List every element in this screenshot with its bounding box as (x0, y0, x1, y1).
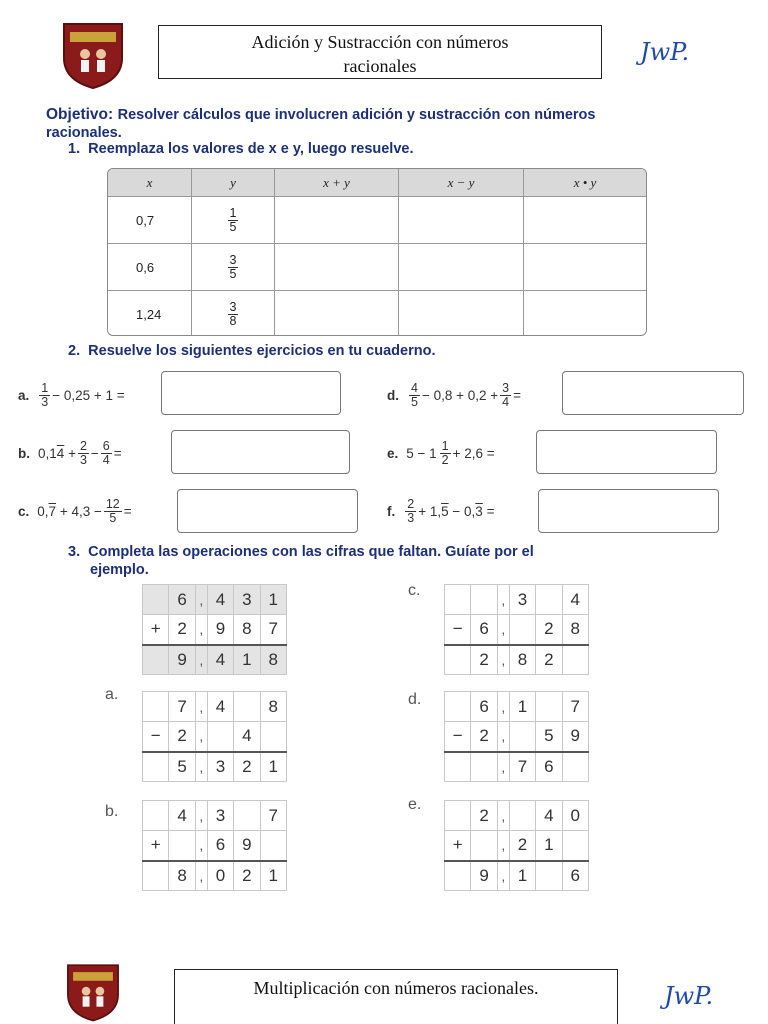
digit-cell: 8 (169, 861, 195, 891)
school-logo (56, 18, 130, 92)
digit-cell: 0 (562, 801, 588, 831)
title-line-1: Adición y Sustracción con números (251, 32, 509, 52)
grid-row (445, 615, 589, 645)
digit-cell: 8 (509, 645, 535, 675)
repeating-digit: 4 (56, 445, 65, 461)
digit-cell: 9 (562, 722, 588, 752)
answer-cell[interactable] (274, 291, 398, 336)
digit-cell: 2 (509, 831, 535, 861)
digit-cell: 7 (169, 692, 195, 722)
objective-text-2: racionales. (46, 125, 122, 141)
objective-label: Objetivo: (46, 106, 114, 123)
grid-row (445, 722, 589, 752)
school-logo (56, 960, 130, 1024)
missing-digit-cell[interactable] (562, 752, 588, 782)
answer-cell[interactable] (274, 197, 398, 243)
digit-grid (142, 584, 287, 675)
answer-box-f[interactable] (538, 489, 719, 533)
digit-grid (444, 584, 589, 675)
operator-cell: + (143, 615, 169, 645)
exercise-label: c. (18, 503, 30, 519)
answer-box-c[interactable] (177, 489, 358, 533)
numerator: 12 (105, 496, 120, 511)
missing-digit-cell[interactable] (509, 615, 535, 645)
cell-y (191, 197, 274, 243)
answer-cell[interactable] (523, 291, 646, 336)
missing-digit-cell[interactable] (471, 752, 497, 782)
exercise-f (387, 494, 494, 528)
digit-cell: 6 (562, 861, 588, 891)
item-1-instruction (68, 141, 414, 157)
cell-x: 0,7 (136, 212, 155, 228)
values-table (107, 168, 647, 336)
digit-cell: 4 (562, 585, 588, 615)
digit-cell: 7 (260, 801, 286, 831)
objective-text-1: Resolver cálculos que involucren adición y sustracción con números (117, 107, 596, 123)
answer-cell[interactable] (398, 244, 523, 290)
grid-row (143, 752, 287, 782)
item-2-number: 2. (68, 343, 81, 359)
digit-cell: 3 (509, 585, 535, 615)
operator-cell: + (143, 831, 169, 861)
equals-sign: = (123, 503, 132, 519)
missing-digit-cell[interactable] (260, 722, 286, 752)
digit-grid (142, 800, 287, 891)
objective (46, 106, 746, 142)
answer-box-a[interactable] (161, 371, 341, 415)
digit-grid (142, 691, 287, 782)
operator-cell (445, 645, 471, 675)
y-numerator: 3 (229, 252, 237, 267)
operator-cell (445, 801, 471, 831)
digit-cell: 9 (207, 615, 233, 645)
cell-y (191, 291, 274, 336)
answer-box-b[interactable] (171, 430, 350, 474)
digit-cell: 6 (207, 831, 233, 861)
grid-label-a: a. (105, 686, 119, 703)
table-header-row (108, 169, 646, 196)
cell-x: 0,6 (136, 259, 155, 275)
digit-cell: 3 (207, 801, 233, 831)
digit-cell: 7 (562, 692, 588, 722)
item-3-text-1: Completa las operaciones con las cifras que faltan. Guíate por el (88, 544, 534, 560)
denominator: 4 (502, 394, 510, 409)
operator: − (90, 445, 99, 461)
digit-cell: 2 (536, 615, 562, 645)
operation-e (444, 800, 589, 891)
answer-cell[interactable] (274, 244, 398, 290)
grid-row (445, 692, 589, 722)
teacher-signature: JwP. (640, 38, 690, 66)
digit-cell: 1 (260, 585, 286, 615)
decimal-comma: , (497, 831, 509, 861)
digit-cell: 4 (207, 585, 233, 615)
decimal-comma: , (195, 722, 207, 752)
digit-grid (444, 691, 589, 782)
digit-cell: 5 (169, 752, 195, 782)
item-2-text: Resuelve los siguientes ejercicios en tu cuaderno. (88, 343, 436, 359)
expression-part: 5 − 1 (406, 445, 437, 461)
operator-cell (143, 692, 169, 722)
expression-part: 0, (37, 503, 49, 519)
equals-sign: = (486, 503, 495, 519)
digit-cell: 7 (509, 752, 535, 782)
digit-cell: 1 (260, 752, 286, 782)
equals-sign: = (513, 387, 521, 403)
operator-cell: − (143, 722, 169, 752)
grid-row (143, 645, 287, 675)
digit-cell: 6 (471, 615, 497, 645)
digit-cell: 2 (471, 645, 497, 675)
digit-cell: 2 (234, 861, 260, 891)
cell-x: 1,24 (136, 306, 162, 322)
digit-cell: 2 (471, 722, 497, 752)
operator: + (68, 445, 76, 461)
decimal-comma: , (497, 615, 509, 645)
repeating-digit: 5 (441, 503, 449, 519)
missing-digit-cell[interactable] (536, 692, 562, 722)
digit-cell: 8 (260, 645, 286, 675)
grid-row (143, 585, 287, 615)
digit-cell: 2 (234, 752, 260, 782)
operator-cell (445, 861, 471, 891)
title-line-2: racionales (343, 56, 417, 76)
decimal-comma: , (195, 752, 207, 782)
operator-cell: − (445, 722, 471, 752)
missing-digit-cell[interactable] (260, 831, 286, 861)
header-diff: x − y (398, 169, 523, 196)
expression-part: − 0,8 + 0,2 + (421, 387, 499, 403)
numerator: 2 (407, 496, 415, 511)
decimal-comma: , (195, 585, 207, 615)
digit-cell: 6 (169, 585, 195, 615)
grid-label-d: d. (408, 691, 422, 708)
operator-cell (445, 585, 471, 615)
example-operation (142, 584, 287, 675)
digit-cell: 9 (169, 645, 195, 675)
repeating-digit: 3 (475, 503, 483, 519)
item-3-number: 3. (68, 544, 81, 560)
digit-cell: 9 (471, 861, 497, 891)
missing-digit-cell[interactable] (471, 585, 497, 615)
grid-row (445, 801, 589, 831)
numerator: 1 (41, 380, 49, 395)
missing-digit-cell[interactable] (207, 722, 233, 752)
expression-part: − 0,25 + 1 = (52, 387, 125, 403)
decimal-comma: , (497, 645, 509, 675)
exercise-d (387, 378, 521, 412)
denominator: 4 (102, 452, 110, 467)
digit-cell: 5 (536, 722, 562, 752)
numerator: 4 (411, 380, 418, 395)
numerator: 1 (441, 438, 449, 453)
digit-cell: 1 (260, 861, 286, 891)
y-numerator: 3 (229, 299, 237, 314)
denominator: 3 (79, 452, 87, 467)
digit-cell: 3 (207, 752, 233, 782)
item-1-number: 1. (68, 141, 81, 157)
answer-cell[interactable] (523, 197, 646, 243)
grid-label-c: c. (408, 582, 421, 599)
operator-cell (143, 645, 169, 675)
next-worksheet-title (174, 969, 618, 1024)
digit-cell: 4 (536, 801, 562, 831)
grid-row (445, 861, 589, 891)
digit-cell: 8 (562, 615, 588, 645)
item-3-instruction (68, 543, 748, 579)
exercise-b (18, 436, 122, 470)
grid-row (445, 645, 589, 675)
answer-cell[interactable] (398, 291, 523, 336)
operation-a (142, 691, 287, 782)
denominator: 5 (411, 394, 418, 409)
operator-cell (143, 861, 169, 891)
digit-cell: 1 (536, 831, 562, 861)
missing-digit-cell[interactable] (509, 801, 535, 831)
teacher-signature: JwP. (664, 982, 714, 1010)
decimal-comma: , (195, 801, 207, 831)
exercise-a (18, 378, 125, 412)
grid-row (143, 692, 287, 722)
item-2-instruction (68, 343, 435, 359)
operation-b (142, 800, 287, 891)
digit-cell: 6 (471, 692, 497, 722)
decimal-comma: , (195, 861, 207, 891)
grid-row (143, 801, 287, 831)
decimal-comma: , (497, 722, 509, 752)
denominator: 3 (41, 394, 49, 409)
denominator: 2 (441, 452, 449, 467)
digit-cell: 8 (260, 692, 286, 722)
cell-y (191, 244, 274, 290)
digit-cell: 2 (536, 645, 562, 675)
table-row (108, 243, 646, 290)
expression-part: 0,1 (38, 445, 57, 461)
grid-row (445, 831, 589, 861)
grid-row (445, 585, 589, 615)
digit-cell: 4 (207, 645, 233, 675)
exercise-label: e. (387, 445, 399, 461)
digit-cell: 4 (207, 692, 233, 722)
operator-cell (143, 752, 169, 782)
decimal-comma: , (497, 585, 509, 615)
grid-row (445, 752, 589, 782)
grid-label-e: e. (408, 796, 422, 813)
digit-cell: 7 (260, 615, 286, 645)
grid-row (143, 861, 287, 891)
expression-part: + 2,6 = (452, 445, 495, 461)
grid-label-b: b. (105, 803, 119, 820)
missing-digit-cell[interactable] (509, 722, 535, 752)
answer-box-e[interactable] (536, 430, 717, 474)
numerator: 3 (502, 380, 510, 395)
denominator: 5 (109, 510, 117, 525)
item-1-text: Reemplaza los valores de x e y, luego resuelve. (88, 141, 414, 157)
y-numerator: 1 (229, 205, 237, 220)
operator-cell (143, 585, 169, 615)
digit-grid (444, 800, 589, 891)
decimal-comma: , (497, 801, 509, 831)
missing-digit-cell[interactable] (562, 831, 588, 861)
answer-box-d[interactable] (562, 371, 744, 415)
worksheet-title (158, 25, 602, 79)
digit-cell: 9 (234, 831, 260, 861)
grid-row (143, 615, 287, 645)
operation-c (444, 584, 589, 675)
decimal-comma: , (497, 692, 509, 722)
digit-cell: 3 (234, 585, 260, 615)
exercise-label: f. (387, 503, 396, 519)
expression-part: − 0, (452, 503, 476, 519)
operator-cell (143, 801, 169, 831)
footer-title-text: Multiplicación con números racionales. (253, 978, 539, 998)
exercise-label: b. (18, 445, 30, 461)
y-denominator: 5 (229, 219, 237, 234)
decimal-comma: , (497, 861, 509, 891)
header-sum: x + y (274, 169, 398, 196)
operator-cell: + (445, 831, 471, 861)
missing-digit-cell[interactable] (562, 645, 588, 675)
numerator: 6 (102, 438, 110, 453)
header-x: x (146, 174, 153, 190)
digit-cell: 6 (536, 752, 562, 782)
exercise-label: d. (387, 387, 399, 403)
missing-digit-cell[interactable] (536, 585, 562, 615)
digit-cell: 4 (234, 722, 260, 752)
missing-digit-cell[interactable] (536, 861, 562, 891)
missing-digit-cell[interactable] (234, 801, 260, 831)
exercise-c (18, 494, 132, 528)
digit-cell: 2 (169, 615, 195, 645)
header-product: x • y (523, 169, 646, 196)
y-denominator: 8 (229, 313, 237, 328)
missing-digit-cell[interactable] (169, 831, 195, 861)
decimal-comma: , (195, 692, 207, 722)
table-row (108, 196, 646, 243)
operation-d (444, 691, 589, 782)
item-3-text-2: ejemplo. (90, 562, 149, 578)
equals-sign: = (113, 445, 122, 461)
operator-cell: − (445, 615, 471, 645)
missing-digit-cell[interactable] (234, 692, 260, 722)
y-denominator: 5 (229, 266, 237, 281)
digit-cell: 8 (234, 615, 260, 645)
expression-part: + 4,3 − (59, 503, 102, 519)
digit-cell: 0 (207, 861, 233, 891)
repeating-digit: 7 (48, 503, 57, 519)
decimal-comma: , (497, 752, 509, 782)
decimal-comma: , (195, 615, 207, 645)
table-row (108, 290, 646, 336)
answer-cell[interactable] (523, 244, 646, 290)
operator-cell (445, 752, 471, 782)
digit-cell: 4 (169, 801, 195, 831)
exercise-label: a. (18, 387, 30, 403)
decimal-comma: , (195, 831, 207, 861)
missing-digit-cell[interactable] (471, 831, 497, 861)
digit-cell: 1 (509, 692, 535, 722)
grid-row (143, 831, 287, 861)
decimal-comma: , (195, 645, 207, 675)
digit-cell: 1 (509, 861, 535, 891)
answer-cell[interactable] (398, 197, 523, 243)
grid-row (143, 722, 287, 752)
exercise-e (387, 436, 495, 470)
expression-part: + 1, (418, 503, 442, 519)
denominator: 3 (407, 510, 415, 525)
digit-cell: 1 (234, 645, 260, 675)
operator-cell (445, 692, 471, 722)
digit-cell: 2 (169, 722, 195, 752)
header-y: y (191, 169, 274, 196)
numerator: 2 (79, 438, 87, 453)
digit-cell: 2 (471, 801, 497, 831)
